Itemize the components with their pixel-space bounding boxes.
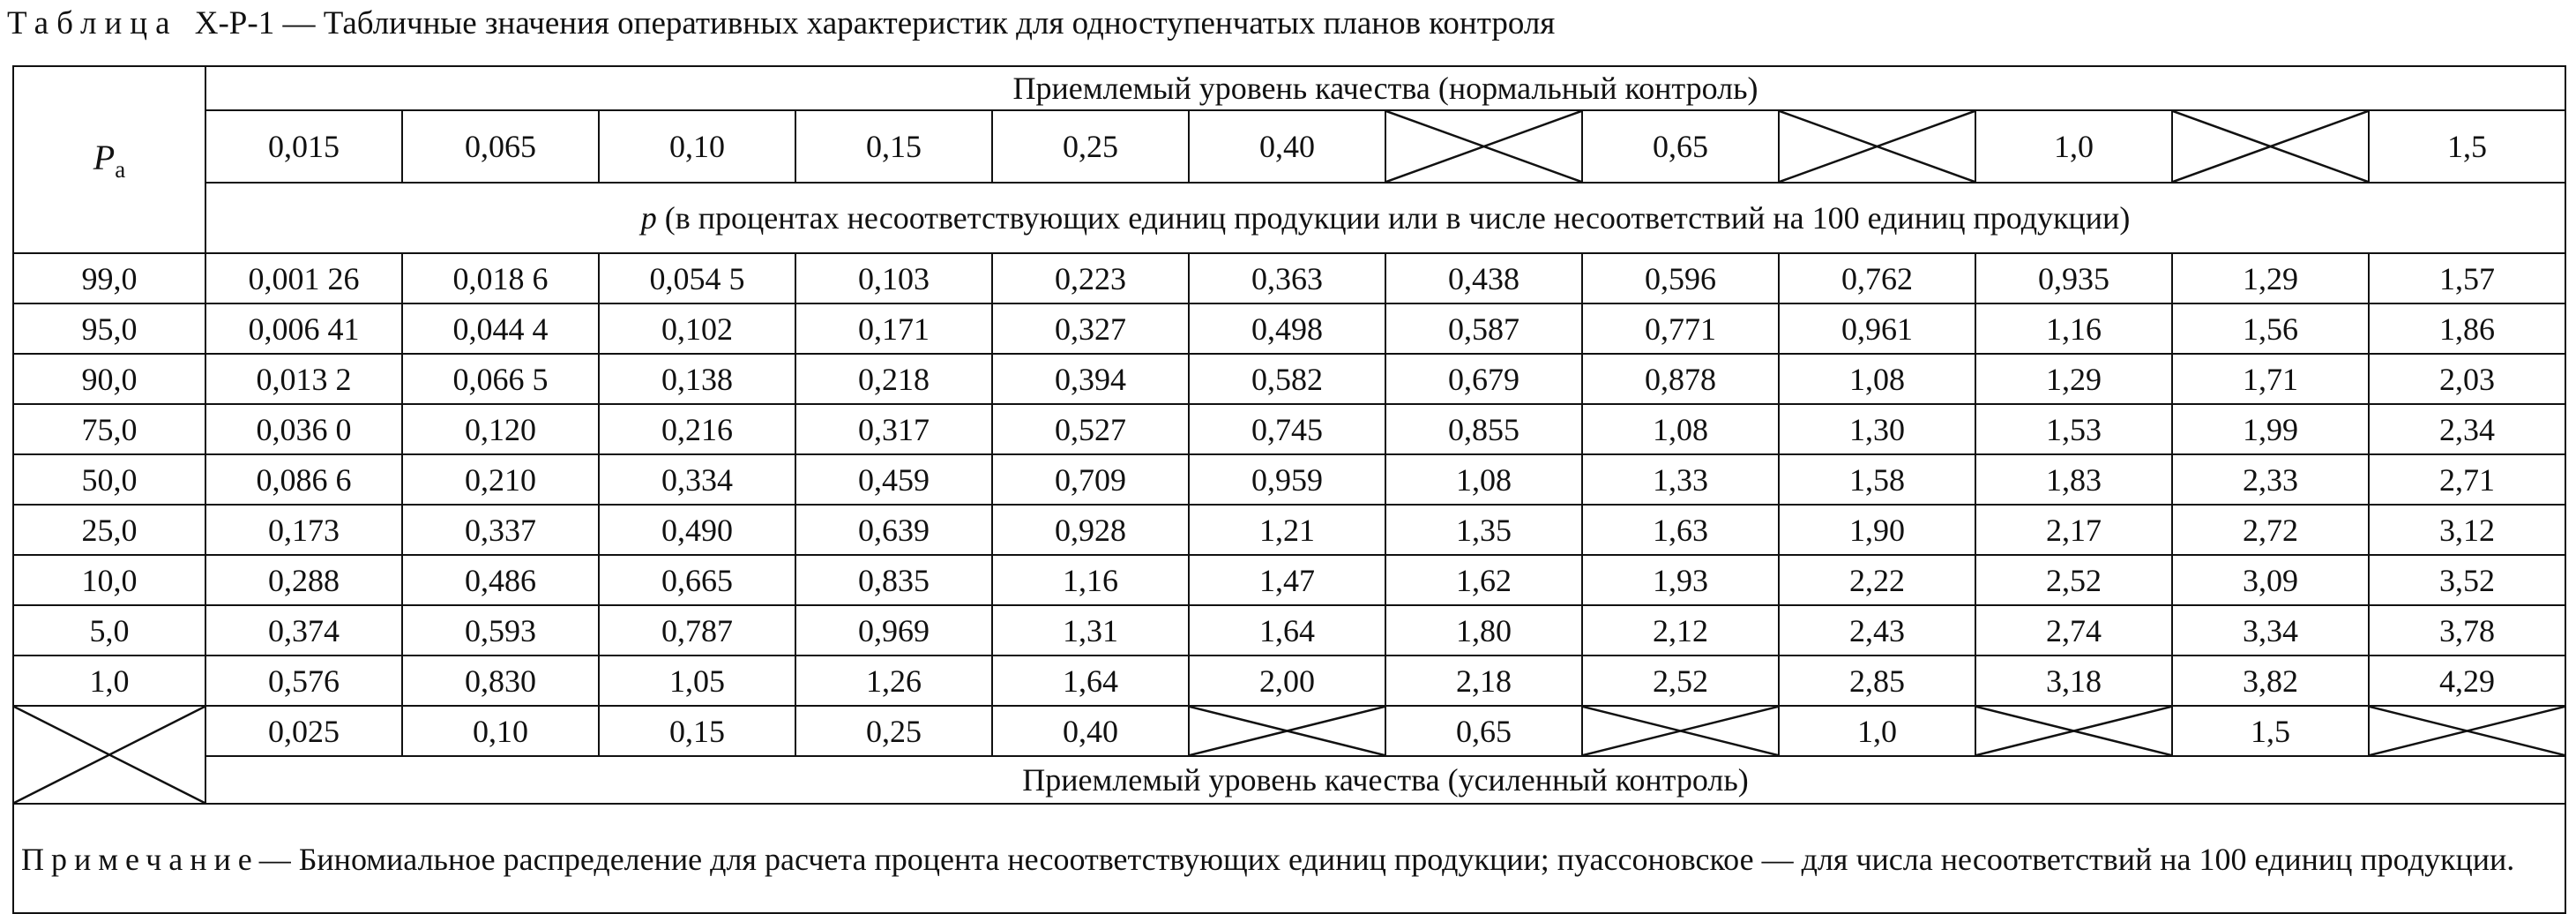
p-value: 3,34 [2172, 605, 2369, 656]
p-value: 0,935 [1975, 253, 2172, 303]
table-row [13, 555, 2565, 605]
normal-aql-value: 1,5 [2369, 110, 2565, 183]
p-value: 2,17 [1975, 505, 2172, 555]
p-value: 0,103 [795, 253, 992, 303]
pa-value: 25,0 [13, 505, 205, 555]
p-value: 3,18 [1975, 656, 2172, 706]
tightened-aql-value: 0,40 [992, 706, 1189, 756]
p-value: 1,31 [992, 605, 1189, 656]
p-value: 1,57 [2369, 253, 2565, 303]
p-caption-text: (в процентах несоответствующих единиц продукции или в числе несоответствий на 100 единиц продукции) [664, 200, 2131, 236]
p-value: 0,928 [992, 505, 1189, 555]
p-value: 0,086 6 [205, 454, 402, 505]
p-value: 0,218 [795, 354, 992, 404]
crossed-cell [2369, 706, 2565, 756]
p-value: 1,80 [1385, 605, 1582, 656]
p-value: 0,018 6 [402, 253, 599, 303]
p-value: 1,05 [599, 656, 795, 706]
oc-table [12, 65, 2566, 914]
p-value: 0,596 [1582, 253, 1779, 303]
p-value: 0,745 [1189, 404, 1385, 454]
normal-aql-value: 1,0 [1975, 110, 2172, 183]
data-rows [13, 253, 2565, 706]
pa-value: 95,0 [13, 303, 205, 354]
pa-value: 99,0 [13, 253, 205, 303]
normal-aql-value: 0,25 [992, 110, 1189, 183]
p-value: 2,34 [2369, 404, 2565, 454]
p-value: 0,665 [599, 555, 795, 605]
p-symbol: p [640, 200, 657, 236]
p-value: 0,639 [795, 505, 992, 555]
p-value: 0,679 [1385, 354, 1582, 404]
table-row [13, 656, 2565, 706]
p-value: 1,08 [1385, 454, 1582, 505]
cross-mark [14, 707, 205, 803]
p-value: 1,90 [1779, 505, 1975, 555]
p-value: 0,173 [205, 505, 402, 555]
crossed-cell [1189, 706, 1385, 756]
p-value: 2,52 [1975, 555, 2172, 605]
p-value: 1,47 [1189, 555, 1385, 605]
tightened-aql-row [13, 706, 2565, 756]
p-value: 1,71 [2172, 354, 2369, 404]
cross-mark [2370, 707, 2565, 755]
tightened-aql-title: Приемлемый уровень качества (усиленный контроль) [205, 756, 2565, 804]
caption-text: — Табличные значения оперативных характеристик для одноступенчатых планов контроля [282, 5, 1556, 41]
normal-aql-value: 0,065 [402, 110, 599, 183]
p-value: 1,62 [1385, 555, 1582, 605]
p-value: 0,363 [1189, 253, 1385, 303]
p-value: 0,762 [1779, 253, 1975, 303]
p-value: 0,582 [1189, 354, 1385, 404]
tightened-aql-value: 1,5 [2172, 706, 2369, 756]
p-value: 1,08 [1582, 404, 1779, 454]
p-value: 2,85 [1779, 656, 1975, 706]
crossed-cell [2172, 110, 2369, 183]
p-value: 3,12 [2369, 505, 2565, 555]
crossed-corner-cell [13, 706, 205, 804]
p-value: 1,86 [2369, 303, 2565, 354]
p-value: 1,29 [1975, 354, 2172, 404]
crossed-cell [1385, 110, 1582, 183]
p-value: 0,223 [992, 253, 1189, 303]
p-value: 0,044 4 [402, 303, 599, 354]
p-value: 2,74 [1975, 605, 2172, 656]
p-value: 0,878 [1582, 354, 1779, 404]
pa-value: 5,0 [13, 605, 205, 656]
crossed-cell [1582, 706, 1779, 756]
normal-aql-value: 0,40 [1189, 110, 1385, 183]
normal-aql-value: 0,65 [1582, 110, 1779, 183]
p-value: 0,394 [992, 354, 1189, 404]
p-value: 2,12 [1582, 605, 1779, 656]
pa-value: 75,0 [13, 404, 205, 454]
p-value: 4,29 [2369, 656, 2565, 706]
tightened-aql-value: 0,25 [795, 706, 992, 756]
p-value: 2,00 [1189, 656, 1385, 706]
p-value: 2,52 [1582, 656, 1779, 706]
normal-aql-value: 0,015 [205, 110, 402, 183]
table-row [13, 605, 2565, 656]
p-value: 0,835 [795, 555, 992, 605]
pa-value: 50,0 [13, 454, 205, 505]
crossed-cell [1779, 110, 1975, 183]
p-value: 2,18 [1385, 656, 1582, 706]
p-value: 0,787 [599, 605, 795, 656]
p-value: 0,171 [795, 303, 992, 354]
p-value: 1,64 [1189, 605, 1385, 656]
p-value: 3,82 [2172, 656, 2369, 706]
tightened-aql-value: 1,0 [1779, 706, 1975, 756]
p-value: 2,72 [2172, 505, 2369, 555]
p-value: 1,16 [1975, 303, 2172, 354]
caption-number: X-P-1 [194, 5, 275, 41]
p-value: 1,99 [2172, 404, 2369, 454]
table-caption [7, 4, 1555, 44]
p-value: 3,52 [2369, 555, 2565, 605]
normal-aql-value: 0,10 [599, 110, 795, 183]
table-row [13, 354, 2565, 404]
table-row [13, 303, 2565, 354]
p-value: 1,21 [1189, 505, 1385, 555]
p-value: 0,066 5 [402, 354, 599, 404]
p-value: 0,001 26 [205, 253, 402, 303]
p-value: 0,438 [1385, 253, 1582, 303]
p-value: 0,327 [992, 303, 1189, 354]
p-value: 0,054 5 [599, 253, 795, 303]
pa-value: 90,0 [13, 354, 205, 404]
p-value: 1,30 [1779, 404, 1975, 454]
p-value: 0,969 [795, 605, 992, 656]
normal-aql-row [13, 110, 2565, 183]
p-value: 1,63 [1582, 505, 1779, 555]
p-value: 1,53 [1975, 404, 2172, 454]
p-value: 1,58 [1779, 454, 1975, 505]
table-row [13, 404, 2565, 454]
p-value: 0,527 [992, 404, 1189, 454]
p-value: 0,216 [599, 404, 795, 454]
p-value: 2,03 [2369, 354, 2565, 404]
normal-aql-title: Приемлемый уровень качества (нормальный контроль) [205, 66, 2565, 110]
p-value: 1,56 [2172, 303, 2369, 354]
p-value: 0,036 0 [205, 404, 402, 454]
caption-label: Таблица [7, 5, 178, 41]
p-value: 0,120 [402, 404, 599, 454]
p-value: 0,771 [1582, 303, 1779, 354]
p-value: 1,64 [992, 656, 1189, 706]
p-value: 0,587 [1385, 303, 1582, 354]
p-value: 3,09 [2172, 555, 2369, 605]
note-text: — Биномиальное распределение для расчета процента несоответствующих единиц продукции; пуассоновское — для числа несоответствий на 100 единиц продукции. [258, 842, 2515, 877]
p-value: 2,71 [2369, 454, 2565, 505]
pa-value: 1,0 [13, 656, 205, 706]
cross-mark [1583, 707, 1778, 755]
table-row [13, 505, 2565, 555]
tightened-aql-value: 0,15 [599, 706, 795, 756]
pa-header-cell [13, 66, 205, 253]
p-value: 0,490 [599, 505, 795, 555]
p-value: 0,593 [402, 605, 599, 656]
table-row [13, 454, 2565, 505]
p-value: 1,16 [992, 555, 1189, 605]
p-value: 1,26 [795, 656, 992, 706]
p-value: 0,317 [795, 404, 992, 454]
tightened-aql-value: 0,025 [205, 706, 402, 756]
cross-mark [1190, 707, 1385, 755]
tightened-aql-value: 0,10 [402, 706, 599, 756]
tightened-aql-value: 0,65 [1385, 706, 1582, 756]
p-value: 0,486 [402, 555, 599, 605]
note-label: Примечание [21, 842, 259, 877]
p-value: 0,959 [1189, 454, 1385, 505]
note-cell [13, 804, 2565, 913]
p-value: 2,22 [1779, 555, 1975, 605]
p-value: 1,08 [1779, 354, 1975, 404]
crossed-cell [1975, 706, 2172, 756]
p-value: 0,576 [205, 656, 402, 706]
table-row [13, 253, 2565, 303]
pa-symbol: $P_a$ [93, 137, 126, 183]
cross-mark [1976, 707, 2171, 755]
p-value: 3,78 [2369, 605, 2565, 656]
p-value: 0,830 [402, 656, 599, 706]
p-value: 0,138 [599, 354, 795, 404]
p-value: 2,43 [1779, 605, 1975, 656]
p-value: 0,210 [402, 454, 599, 505]
cross-mark [2173, 111, 2368, 182]
p-value: 0,709 [992, 454, 1189, 505]
cross-mark [1386, 111, 1581, 182]
p-value: 0,334 [599, 454, 795, 505]
p-value: 1,33 [1582, 454, 1779, 505]
cross-mark [1780, 111, 1975, 182]
p-value: 1,29 [2172, 253, 2369, 303]
p-value: 0,288 [205, 555, 402, 605]
p-value: 1,83 [1975, 454, 2172, 505]
p-value: 1,93 [1582, 555, 1779, 605]
p-value: 0,961 [1779, 303, 1975, 354]
p-value: 0,459 [795, 454, 992, 505]
p-caption-cell [205, 183, 2565, 253]
normal-aql-value: 0,15 [795, 110, 992, 183]
p-value: 0,855 [1385, 404, 1582, 454]
pa-value: 10,0 [13, 555, 205, 605]
p-value: 0,102 [599, 303, 795, 354]
p-value: 0,013 2 [205, 354, 402, 404]
p-value: 0,374 [205, 605, 402, 656]
p-value: 1,35 [1385, 505, 1582, 555]
p-value: 0,006 41 [205, 303, 402, 354]
p-value: 0,498 [1189, 303, 1385, 354]
p-value: 0,337 [402, 505, 599, 555]
p-value: 2,33 [2172, 454, 2369, 505]
